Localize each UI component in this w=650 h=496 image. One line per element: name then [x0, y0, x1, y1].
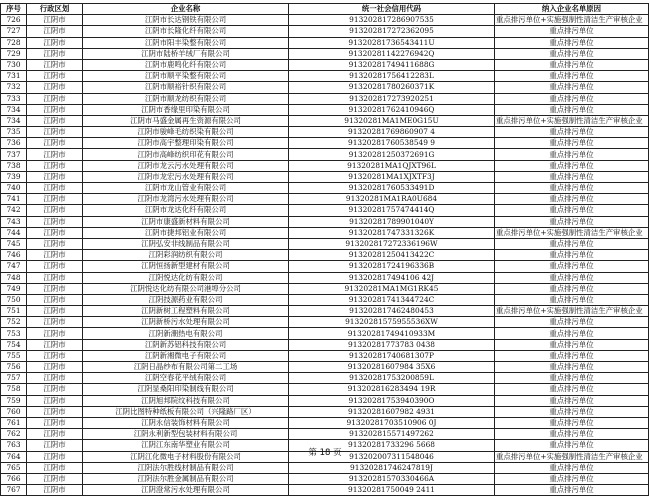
cell-no: 746: [1, 250, 27, 261]
table-row: [1, 339, 649, 350]
cell-no: 762: [1, 429, 27, 440]
cell-name: 江阴市高宇整理印染有限公司: [83, 138, 289, 149]
cell-code: 91320281762410946Q: [289, 104, 495, 115]
cell-region: 江阴市: [27, 115, 83, 126]
cell-no: 756: [1, 362, 27, 373]
table-row: [1, 417, 649, 428]
cell-no: 739: [1, 171, 27, 182]
cell-name: 江阴市骏峰毛纺织染有限公司: [83, 127, 289, 138]
cell-code: 91320281780260371K: [289, 82, 495, 93]
cell-reason: 重点排污单位: [495, 317, 649, 328]
cell-no: 732: [1, 82, 27, 93]
cell-code: 91320281724196336B: [289, 261, 495, 272]
cell-no: 726: [1, 15, 27, 26]
table-row: [1, 59, 649, 70]
cell-code: 91320281607984 35X6: [289, 362, 495, 373]
cell-region: 江阴市: [27, 283, 83, 294]
cell-no: 740: [1, 183, 27, 194]
cell-reason: 重点排污单位: [495, 429, 649, 440]
cell-name: 江阴市鹿鸣化纤有限公司: [83, 59, 289, 70]
table-row: [1, 384, 649, 395]
table-row: [1, 138, 649, 149]
cell-no: 755: [1, 350, 27, 361]
cell-code: 91320281MA1QJXT96L: [289, 160, 495, 171]
header-code: 统一社会信用代码: [289, 4, 495, 15]
page-number: 第 18 页: [308, 448, 342, 458]
cell-name: 江阴市龙云污水处理有限公司: [83, 160, 289, 171]
cell-code: 913202817494106 42J: [289, 272, 495, 283]
cell-name: 江阴市高峰纺织印花有限公司: [83, 149, 289, 160]
cell-reason: 重点排污单位: [495, 373, 649, 384]
cell-code: 91320281142276942Q: [289, 48, 495, 59]
cell-name: 江阴市龙湾污水处理有限公司: [83, 194, 289, 205]
cell-no: 764: [1, 451, 27, 462]
cell-region: 江阴市: [27, 350, 83, 361]
table-row: [1, 261, 649, 272]
cell-no: 753: [1, 328, 27, 339]
cell-code: 91320281749410933M: [289, 328, 495, 339]
cell-region: 江阴市: [27, 127, 83, 138]
table-row: [1, 317, 649, 328]
cell-reason: 重点排污单位: [495, 48, 649, 59]
cell-code: 91320281760538549 9: [289, 138, 495, 149]
cell-reason: 重点排污单位: [495, 250, 649, 261]
cell-region: 江阴市: [27, 37, 83, 48]
table-row: [1, 328, 649, 339]
table-row: [1, 350, 649, 361]
cell-reason: 重点排污单位: [495, 93, 649, 104]
cell-code: 91320281756412283L: [289, 71, 495, 82]
cell-name: 江阴市马盛金属再生资源有限公司: [83, 115, 289, 126]
cell-region: 江阴市: [27, 238, 83, 249]
table-row: [1, 205, 649, 216]
cell-reason: 重点排污单位: [495, 362, 649, 373]
table-row: [1, 48, 649, 59]
cell-reason: 重点排污单位: [495, 350, 649, 361]
cell-region: 江阴市: [27, 216, 83, 227]
cell-reason: 重点排污单位: [495, 149, 649, 160]
cell-no: 730: [1, 59, 27, 70]
cell-name: 江阴弘安非线制品有限公司: [83, 238, 289, 249]
cell-region: 江阴市: [27, 59, 83, 70]
cell-region: 江阴市: [27, 384, 83, 395]
cell-code: 91320281741344724C: [289, 294, 495, 305]
cell-name: 江阴彩润纺织有限公司: [83, 250, 289, 261]
cell-region: 江阴市: [27, 417, 83, 428]
table-header-row: [1, 4, 649, 15]
cell-reason: 重点排污单位: [495, 440, 649, 451]
cell-code: 913202816283494 19R: [289, 384, 495, 395]
cell-name: 江阴日晶纱布有限公司第二工场: [83, 362, 289, 373]
cell-code: 913202817273920251: [289, 93, 495, 104]
cell-code: 91320281789901040Y: [289, 216, 495, 227]
cell-no: 757: [1, 373, 27, 384]
table-row: [1, 104, 649, 115]
cell-reason: 重点排污单位+实施强制性清洁生产审核企业: [495, 451, 649, 462]
cell-no: 744: [1, 227, 27, 238]
cell-name: 江阴比图特种纸板有限公司（兴隆路厂区）: [83, 406, 289, 417]
cell-reason: 重点排污单位: [495, 406, 649, 417]
table-row: [1, 283, 649, 294]
cell-region: 江阴市: [27, 373, 83, 384]
table-row: [1, 194, 649, 205]
cell-code: 91320281736543411U: [289, 37, 495, 48]
table-row: [1, 373, 649, 384]
table-row: [1, 93, 649, 104]
cell-name: 江阴新潮热电有限公司: [83, 328, 289, 339]
cell-region: 江阴市: [27, 395, 83, 406]
cell-region: 江阴市: [27, 71, 83, 82]
cell-region: 江阴市: [27, 48, 83, 59]
cell-no: 734: [1, 115, 27, 126]
cell-reason: 重点排污单位: [495, 462, 649, 473]
cell-region: 江阴市: [27, 205, 83, 216]
cell-no: 758: [1, 384, 27, 395]
header-reason: 纳入企业名单原因: [495, 4, 649, 15]
cell-no: 751: [1, 306, 27, 317]
cell-region: 江阴市: [27, 104, 83, 115]
cell-code: 913202817272362095: [289, 26, 495, 37]
cell-reason: 重点排污单位: [495, 485, 649, 496]
cell-reason: 重点排污单位: [495, 160, 649, 171]
cell-no: 754: [1, 339, 27, 350]
table-row: [1, 71, 649, 82]
table-row: [1, 82, 649, 93]
cell-name: 江阴新湘微电子有限公司: [83, 350, 289, 361]
cell-no: 765: [1, 462, 27, 473]
table-row: [1, 183, 649, 194]
cell-name: 江阴永利新型包装材料有限公司: [83, 429, 289, 440]
cell-no: 727: [1, 26, 27, 37]
cell-code: 913202817462480453: [289, 306, 495, 317]
cell-code: 91320281750049 2411: [289, 485, 495, 496]
cell-name: 江阴旭邦院纹科技有限公司: [83, 395, 289, 406]
cell-reason: 重点排污单位: [495, 473, 649, 484]
cell-name: 江阴市顺平染整有限公司: [83, 71, 289, 82]
cell-code: 91320281MA1XJXTF3J: [289, 171, 495, 182]
cell-name: 江阴市龙宏污水处理有限公司: [83, 171, 289, 182]
table-row: [1, 485, 649, 496]
cell-no: 767: [1, 485, 27, 496]
cell-name: 江阴市顺龙纺织有限公司: [83, 93, 289, 104]
cell-name: 江阴市长隆化纤有限公司: [83, 26, 289, 37]
cell-name: 江阴永信装饰材料有限公司: [83, 417, 289, 428]
cell-no: 749: [1, 283, 27, 294]
header-name: 企业名称: [83, 4, 289, 15]
cell-region: 江阴市: [27, 272, 83, 283]
cell-reason: 重点排污单位: [495, 238, 649, 249]
table-row: [1, 160, 649, 171]
cell-no: 729: [1, 48, 27, 59]
cell-name: 江阴法尔胜线材制品有限公司: [83, 462, 289, 473]
cell-no: 763: [1, 440, 27, 451]
enterprise-table: [0, 3, 649, 496]
cell-code: 91320281250372691G: [289, 149, 495, 160]
cell-reason: 重点排污单位: [495, 216, 649, 227]
cell-reason: 重点排污单位: [495, 384, 649, 395]
cell-reason: 重点排污单位: [495, 127, 649, 138]
cell-no: 766: [1, 473, 27, 484]
table-row: [1, 250, 649, 261]
table-body: [1, 15, 649, 496]
cell-reason: 重点排污单位+实施强制性清洁生产审核企业: [495, 115, 649, 126]
cell-name: 江阴市香缘里印染有限公司: [83, 104, 289, 115]
cell-no: 748: [1, 272, 27, 283]
cell-reason: 重点排污单位: [495, 395, 649, 406]
cell-code: 91320281757474414Q: [289, 205, 495, 216]
cell-region: 江阴市: [27, 485, 83, 496]
cell-region: 江阴市: [27, 451, 83, 462]
cell-name: 江阴市长达钢铁有限公司: [83, 15, 289, 26]
cell-code: 91320281753940390O: [289, 395, 495, 406]
cell-no: 750: [1, 294, 27, 305]
cell-name: 江阴江东南华塑业有限公司: [83, 440, 289, 451]
cell-region: 江阴市: [27, 473, 83, 484]
cell-region: 江阴市: [27, 171, 83, 182]
cell-reason: 重点排污单位: [495, 82, 649, 93]
cell-code: 91320281746247819J: [289, 462, 495, 473]
cell-region: 江阴市: [27, 406, 83, 417]
table-row: [1, 127, 649, 138]
cell-region: 江阴市: [27, 429, 83, 440]
header-no: 序号: [1, 4, 27, 15]
cell-reason: 重点排污单位: [495, 26, 649, 37]
cell-name: 江阴空春花平绒有限公司: [83, 373, 289, 384]
cell-reason: 重点排污单位: [495, 283, 649, 294]
cell-no: 752: [1, 317, 27, 328]
cell-no: 745: [1, 238, 27, 249]
table-row: [1, 37, 649, 48]
cell-no: 761: [1, 417, 27, 428]
cell-code: 913202817286907535: [289, 15, 495, 26]
cell-code: 913202007311548046: [289, 451, 495, 462]
table-row: [1, 362, 649, 373]
cell-region: 江阴市: [27, 362, 83, 373]
cell-code: 91320281760533491D: [289, 183, 495, 194]
header-region: 行政区划: [27, 4, 83, 15]
cell-no: 759: [1, 395, 27, 406]
table-row: [1, 216, 649, 227]
cell-code: 91320281MA1ME0G15U: [289, 115, 495, 126]
cell-reason: 重点排污单位: [495, 138, 649, 149]
cell-reason: 重点排污单位: [495, 194, 649, 205]
cell-name: 江阴市龙达化纤有限公司: [83, 205, 289, 216]
table-row: [1, 15, 649, 26]
cell-reason: 重点排污单位+实施强制性清洁生产审核企业: [495, 227, 649, 238]
cell-name: 江阴澄常污水处理有限公司: [83, 485, 289, 496]
table-row: [1, 26, 649, 37]
table-row: [1, 149, 649, 160]
cell-no: 741: [1, 194, 27, 205]
table-row: [1, 406, 649, 417]
cell-reason: 重点排污单位: [495, 171, 649, 182]
cell-code: 91320281575955536XW: [289, 317, 495, 328]
cell-code: 91320281MA1RA0U684: [289, 194, 495, 205]
cell-name: 江阴市陆桥羊绒厂有限公司: [83, 48, 289, 59]
cell-no: 738: [1, 160, 27, 171]
cell-reason: 重点排污单位: [495, 272, 649, 283]
cell-code: 91320281740681307P: [289, 350, 495, 361]
cell-reason: 重点排污单位: [495, 261, 649, 272]
cell-name: 江阴市顺裕针织有限公司: [83, 82, 289, 93]
cell-name: 江阴法尔胜金属制品有限公司: [83, 473, 289, 484]
cell-reason: 重点排污单位: [495, 339, 649, 350]
cell-name: 江阴显桑阳印染制线有限公司: [83, 384, 289, 395]
cell-reason: 重点排污单位: [495, 183, 649, 194]
cell-region: 江阴市: [27, 462, 83, 473]
cell-name: 江阴市康盛新材料有限公司: [83, 216, 289, 227]
cell-reason: 重点排污单位: [495, 59, 649, 70]
cell-name: 江阴悦达化纺有限公司: [83, 272, 289, 283]
cell-no: 736: [1, 138, 27, 149]
cell-name: 江阴市阳丰染整有限公司: [83, 37, 289, 48]
cell-name: 江阴市龙山管业有限公司: [83, 183, 289, 194]
cell-code: 91320281773783 0438: [289, 339, 495, 350]
cell-region: 江阴市: [27, 261, 83, 272]
cell-name: 江阴新桥污水处理有限公司: [83, 317, 289, 328]
cell-region: 江阴市: [27, 93, 83, 104]
cell-region: 江阴市: [27, 250, 83, 261]
cell-region: 江阴市: [27, 339, 83, 350]
table-row: [1, 238, 649, 249]
table-row: [1, 272, 649, 283]
cell-reason: 重点排污单位: [495, 71, 649, 82]
cell-no: 734: [1, 104, 27, 115]
cell-region: 江阴市: [27, 138, 83, 149]
cell-name: 江阴江化微电子材料股份有限公司: [83, 451, 289, 462]
cell-no: 731: [1, 71, 27, 82]
cell-no: 733: [1, 93, 27, 104]
cell-code: 91320281749411688G: [289, 59, 495, 70]
cell-code: 91320281MA1MG1RK45: [289, 283, 495, 294]
cell-no: 743: [1, 216, 27, 227]
cell-region: 江阴市: [27, 194, 83, 205]
cell-region: 江阴市: [27, 160, 83, 171]
table-row: [1, 115, 649, 126]
cell-name: 江阴新树工程塑料有限公司: [83, 306, 289, 317]
cell-reason: 重点排污单位+实施强制性清洁生产审核企业: [495, 306, 649, 317]
cell-reason: 重点排污单位+实施强制性清洁生产审核企业: [495, 15, 649, 26]
cell-region: 江阴市: [27, 440, 83, 451]
cell-no: 742: [1, 205, 27, 216]
cell-name: 江阴恒扬新型建材有限公司: [83, 261, 289, 272]
table-row: [1, 395, 649, 406]
table-row: [1, 429, 649, 440]
cell-region: 江阴市: [27, 294, 83, 305]
cell-region: 江阴市: [27, 149, 83, 160]
cell-region: 江阴市: [27, 328, 83, 339]
cell-region: 江阴市: [27, 82, 83, 93]
cell-region: 江阴市: [27, 306, 83, 317]
table-row: [1, 306, 649, 317]
cell-name: 江阴新苏铝科技有限公司: [83, 339, 289, 350]
table-row: [1, 473, 649, 484]
cell-region: 江阴市: [27, 26, 83, 37]
cell-code: 91320281747331326K: [289, 227, 495, 238]
cell-no: 728: [1, 37, 27, 48]
cell-no: 737: [1, 149, 27, 160]
cell-reason: 重点排污单位: [495, 104, 649, 115]
cell-code: 91320281733296 5668: [289, 440, 495, 451]
cell-region: 江阴市: [27, 227, 83, 238]
cell-reason: 重点排污单位: [495, 294, 649, 305]
cell-region: 江阴市: [27, 15, 83, 26]
cell-code: 91320281250413422C: [289, 250, 495, 261]
cell-code: 91320281753200859L: [289, 373, 495, 384]
table-row: [1, 462, 649, 473]
table-row: [1, 294, 649, 305]
cell-code: 91320281570330466A: [289, 473, 495, 484]
cell-no: 747: [1, 261, 27, 272]
cell-no: 760: [1, 406, 27, 417]
cell-region: 江阴市: [27, 317, 83, 328]
cell-reason: 重点排污单位: [495, 417, 649, 428]
cell-no: 735: [1, 127, 27, 138]
cell-region: 江阴市: [27, 183, 83, 194]
cell-code: 91320281769860907 4: [289, 127, 495, 138]
cell-name: 江阴技源药业有限公司: [83, 294, 289, 305]
cell-code: 913202815571497262: [289, 429, 495, 440]
cell-name: 江阴市捷邦铝业有限公司: [83, 227, 289, 238]
cell-code: 91320281607982 4931: [289, 406, 495, 417]
table-row: [1, 227, 649, 238]
cell-name: 江阴悦达化纺有限公司港埠分公司: [83, 283, 289, 294]
cell-code: 913202817272336196W: [289, 238, 495, 249]
cell-reason: 重点排污单位: [495, 205, 649, 216]
cell-code: 91320281703510906 0J: [289, 417, 495, 428]
table-row: [1, 171, 649, 182]
cell-reason: 重点排污单位: [495, 37, 649, 48]
cell-reason: 重点排污单位: [495, 328, 649, 339]
